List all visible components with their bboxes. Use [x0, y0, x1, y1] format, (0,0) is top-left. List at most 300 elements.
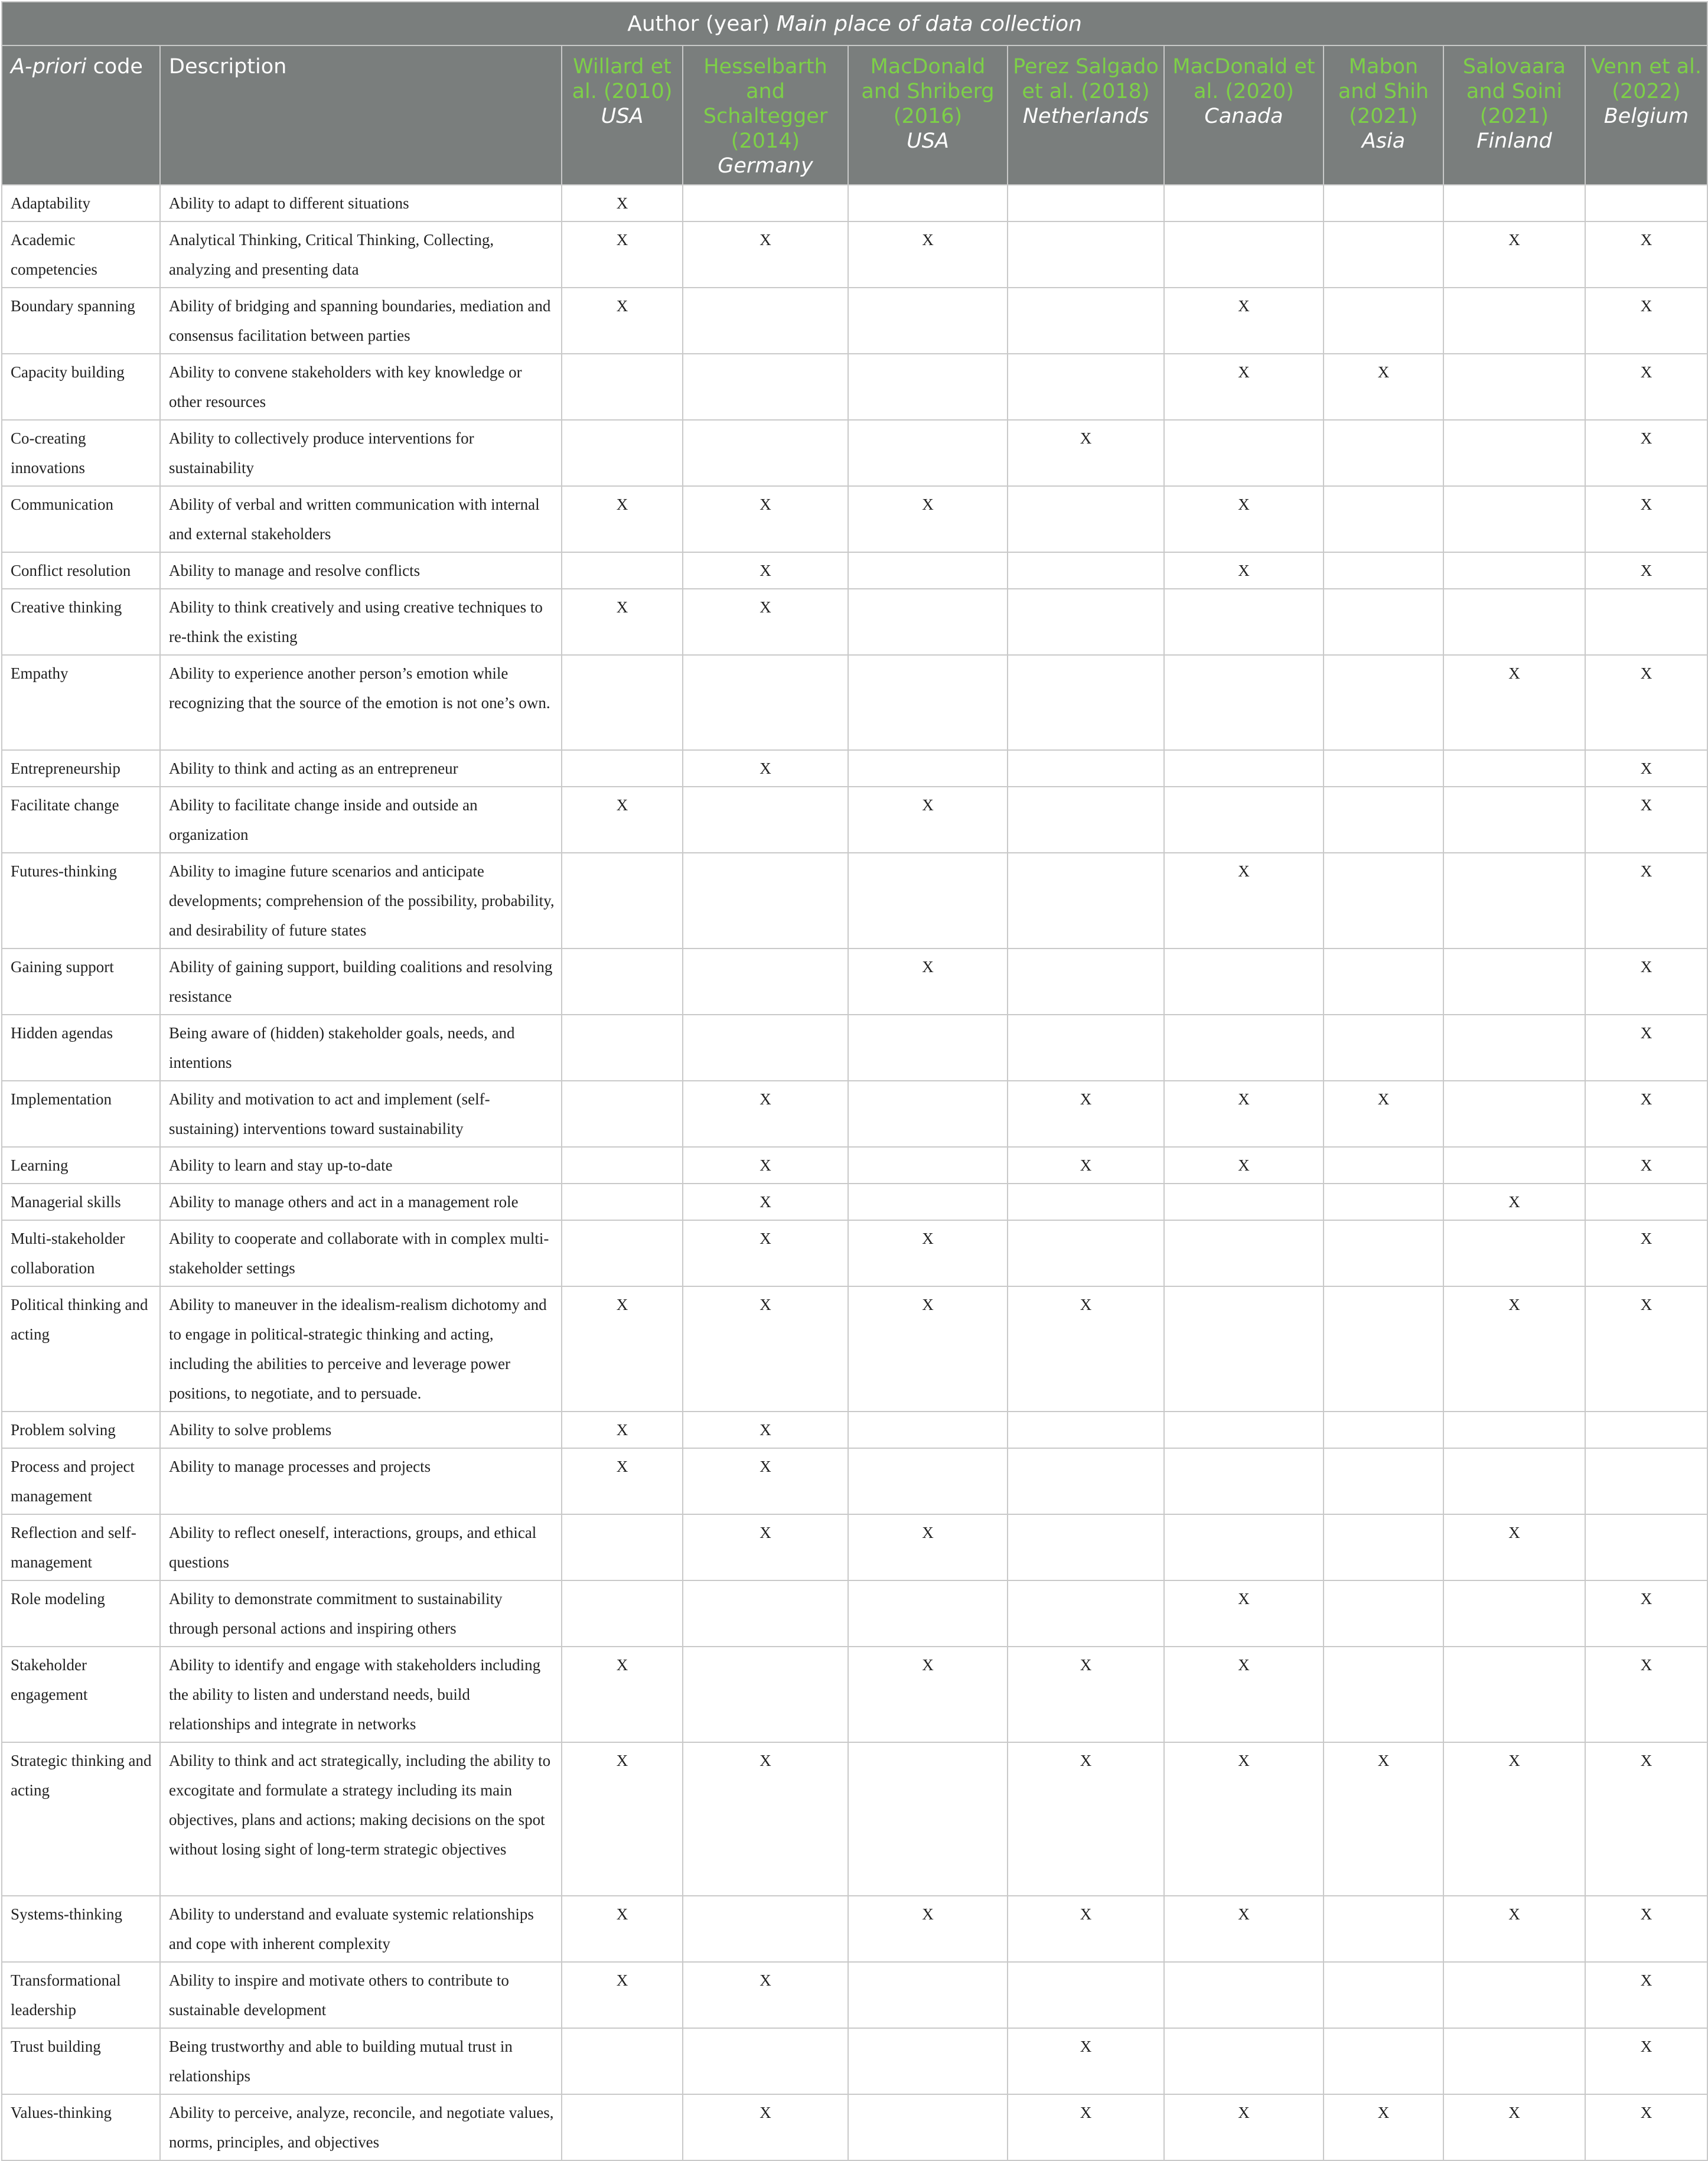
study-mark-cell: [848, 1580, 1008, 1647]
study-mark-cell: [683, 949, 848, 1015]
code-cell: Problem solving: [2, 1412, 160, 1448]
description-cell: Ability to reflect oneself, interactions, groups, and ethical questions: [160, 1514, 562, 1580]
study-mark-cell: X: [1585, 420, 1707, 486]
study-mark-cell: [1324, 1412, 1443, 1448]
study-mark-cell: [562, 1015, 683, 1081]
study-mark-cell: [683, 288, 848, 354]
study-mark-cell: X: [1443, 655, 1585, 750]
study-mark-cell: [1443, 486, 1585, 552]
description-cell: Ability to facilitate change inside and outside an organization: [160, 787, 562, 853]
study-mark-cell: [1008, 589, 1164, 655]
code-cell: Trust building: [2, 2028, 160, 2094]
study-mark-cell: [683, 1015, 848, 1081]
table-row: [2, 2028, 1707, 2094]
study-mark-cell: X: [1443, 1896, 1585, 1962]
code-cell: Values-thinking: [2, 2094, 160, 2160]
study-mark-cell: [1008, 288, 1164, 354]
study-mark-cell: X: [1324, 2094, 1443, 2160]
study-mark-cell: [1164, 1286, 1324, 1412]
study-mark-cell: X: [562, 1962, 683, 2028]
table-row: [2, 1742, 1707, 1896]
study-mark-cell: X: [683, 1412, 848, 1448]
study-header: [1324, 45, 1443, 185]
study-place: Netherlands: [1022, 105, 1149, 128]
table-row: [2, 221, 1707, 288]
study-mark-cell: [1008, 787, 1164, 853]
study-mark-cell: [683, 354, 848, 420]
study-place: Canada: [1204, 105, 1283, 128]
description-cell: Being trustworthy and able to building mutual trust in relationships: [160, 2028, 562, 2094]
study-mark-cell: X: [1164, 1580, 1324, 1647]
study-mark-cell: [1324, 1962, 1443, 2028]
table-row: [2, 1514, 1707, 1580]
code-cell: Implementation: [2, 1081, 160, 1147]
author-place-header: [2, 2, 1707, 45]
table-row: [2, 1015, 1707, 1081]
code-cell: Creative thinking: [2, 589, 160, 655]
study-mark-cell: [1324, 420, 1443, 486]
code-label: code: [86, 55, 143, 79]
study-mark-cell: [1443, 1962, 1585, 2028]
code-cell: Strategic thinking and acting: [2, 1742, 160, 1896]
data-collection-place-label: Main place of data collection: [776, 11, 1082, 36]
study-header: [1008, 45, 1164, 185]
study-mark-cell: [562, 1147, 683, 1184]
study-place: Germany: [718, 154, 813, 178]
study-mark-cell: X: [1443, 1742, 1585, 1896]
description-cell: Ability of bridging and spanning boundaries, mediation and consensus facilitation between parties: [160, 288, 562, 354]
study-mark-cell: [683, 1580, 848, 1647]
study-mark-cell: [1585, 1412, 1707, 1448]
study-mark-cell: [562, 2094, 683, 2160]
study-mark-cell: [848, 1448, 1008, 1514]
study-mark-cell: [848, 589, 1008, 655]
study-mark-cell: [1164, 1962, 1324, 2028]
study-mark-cell: X: [848, 1286, 1008, 1412]
study-mark-cell: [1164, 1448, 1324, 1514]
study-place: Finland: [1476, 129, 1552, 153]
study-mark-cell: [848, 853, 1008, 949]
description-cell: Being aware of (hidden) stakeholder goals, needs, and intentions: [160, 1015, 562, 1081]
study-mark-cell: X: [1585, 1647, 1707, 1742]
table-row: [2, 1081, 1707, 1147]
study-author: Hesselbarth and Schaltegger (2014): [703, 55, 828, 153]
description-cell: Ability to inspire and motivate others to contribute to sustainable development: [160, 1962, 562, 2028]
study-mark-cell: [562, 1184, 683, 1220]
study-mark-cell: [1324, 750, 1443, 787]
apriori-label: A-priori: [11, 55, 87, 79]
code-cell: Managerial skills: [2, 1184, 160, 1220]
description-cell: Ability to identify and engage with stakeholders including the ability to listen and understand needs, build relationships and integrate in networks: [160, 1647, 562, 1742]
study-mark-cell: X: [1164, 1896, 1324, 1962]
study-mark-cell: [1008, 853, 1164, 949]
table-row: [2, 1896, 1707, 1962]
code-cell: Adaptability: [2, 185, 160, 221]
code-cell: Stakeholder engagement: [2, 1647, 160, 1742]
study-mark-cell: [1164, 949, 1324, 1015]
study-mark-cell: X: [683, 589, 848, 655]
study-mark-cell: X: [1585, 354, 1707, 420]
code-cell: Capacity building: [2, 354, 160, 420]
code-cell: Process and project management: [2, 1448, 160, 1514]
study-mark-cell: X: [1443, 1286, 1585, 1412]
study-mark-cell: [1008, 1220, 1164, 1286]
study-mark-cell: X: [1585, 1220, 1707, 1286]
description-cell: Ability to collectively produce interventions for sustainability: [160, 420, 562, 486]
study-mark-cell: X: [683, 1962, 848, 2028]
study-mark-cell: X: [1585, 853, 1707, 949]
study-mark-cell: [848, 354, 1008, 420]
study-mark-cell: X: [683, 1184, 848, 1220]
study-mark-cell: [1164, 420, 1324, 486]
study-mark-cell: X: [1585, 2028, 1707, 2094]
study-author: Venn et al. (2022): [1591, 55, 1702, 103]
study-mark-cell: [1443, 1015, 1585, 1081]
study-mark-cell: X: [1443, 221, 1585, 288]
study-mark-cell: [1443, 552, 1585, 589]
study-mark-cell: X: [1585, 1081, 1707, 1147]
study-mark-cell: [562, 420, 683, 486]
study-mark-cell: [1324, 486, 1443, 552]
study-mark-cell: X: [1008, 1286, 1164, 1412]
study-mark-cell: [1324, 655, 1443, 750]
study-mark-cell: X: [1585, 486, 1707, 552]
study-mark-cell: [683, 1647, 848, 1742]
study-place: USA: [601, 105, 644, 128]
study-mark-cell: [1324, 1448, 1443, 1514]
table-row: [2, 420, 1707, 486]
study-mark-cell: X: [1008, 1647, 1164, 1742]
study-mark-cell: [1164, 221, 1324, 288]
study-mark-cell: X: [683, 1448, 848, 1514]
code-cell: Political thinking and acting: [2, 1286, 160, 1412]
study-mark-cell: X: [1164, 288, 1324, 354]
study-mark-cell: [1324, 1514, 1443, 1580]
study-author: Perez Salgado et al. (2018): [1013, 55, 1159, 103]
study-mark-cell: X: [1585, 1742, 1707, 1896]
study-mark-cell: X: [1164, 2094, 1324, 2160]
table-body: [2, 185, 1707, 2160]
study-mark-cell: [848, 552, 1008, 589]
study-mark-cell: X: [562, 589, 683, 655]
study-mark-cell: [562, 1580, 683, 1647]
study-mark-cell: [1585, 589, 1707, 655]
study-mark-cell: [848, 1015, 1008, 1081]
study-mark-cell: X: [562, 486, 683, 552]
study-mark-cell: [1164, 750, 1324, 787]
study-place: Asia: [1361, 129, 1406, 153]
code-cell: Reflection and self-management: [2, 1514, 160, 1580]
study-mark-cell: X: [683, 1220, 848, 1286]
study-mark-cell: [848, 1184, 1008, 1220]
study-mark-cell: X: [1008, 1081, 1164, 1147]
study-mark-cell: X: [562, 288, 683, 354]
study-mark-cell: X: [683, 1742, 848, 1896]
study-mark-cell: X: [1585, 949, 1707, 1015]
study-mark-cell: X: [562, 221, 683, 288]
code-cell: Learning: [2, 1147, 160, 1184]
study-mark-cell: [1008, 185, 1164, 221]
study-mark-cell: [1324, 787, 1443, 853]
study-mark-cell: [848, 1081, 1008, 1147]
study-header: [562, 45, 683, 185]
table-row: [2, 288, 1707, 354]
table-row: [2, 1580, 1707, 1647]
study-mark-cell: X: [848, 1514, 1008, 1580]
description-cell: Ability to learn and stay up-to-date: [160, 1147, 562, 1184]
study-mark-cell: [1443, 354, 1585, 420]
study-mark-cell: [1008, 949, 1164, 1015]
study-header: [848, 45, 1008, 185]
study-mark-cell: X: [848, 787, 1008, 853]
study-mark-cell: [1164, 1015, 1324, 1081]
description-cell: Analytical Thinking, Critical Thinking, Collecting, analyzing and presenting data: [160, 221, 562, 288]
study-mark-cell: [562, 1220, 683, 1286]
study-mark-cell: [1443, 853, 1585, 949]
study-mark-cell: X: [848, 486, 1008, 552]
study-mark-cell: [848, 2028, 1008, 2094]
study-mark-cell: [562, 750, 683, 787]
study-mark-cell: [1008, 552, 1164, 589]
description-cell: Ability to think and acting as an entrepreneur: [160, 750, 562, 787]
study-mark-cell: X: [683, 750, 848, 787]
study-mark-cell: X: [683, 552, 848, 589]
study-mark-cell: X: [848, 221, 1008, 288]
study-mark-cell: [1443, 1147, 1585, 1184]
table-row: [2, 1147, 1707, 1184]
study-mark-cell: [1324, 221, 1443, 288]
study-mark-cell: [1324, 853, 1443, 949]
study-mark-cell: X: [1164, 1147, 1324, 1184]
study-author: MacDonald et al. (2020): [1172, 55, 1315, 103]
study-mark-cell: [1324, 949, 1443, 1015]
description-cell: Ability to manage processes and projects: [160, 1448, 562, 1514]
study-mark-cell: [1164, 1184, 1324, 1220]
study-mark-cell: [848, 1147, 1008, 1184]
study-mark-cell: [1324, 185, 1443, 221]
competency-table: [1, 1, 1708, 2161]
study-mark-cell: X: [1585, 1015, 1707, 1081]
table-row: [2, 185, 1707, 221]
study-mark-cell: X: [1164, 1742, 1324, 1896]
study-mark-cell: X: [1585, 1580, 1707, 1647]
apriori-code-header: [2, 45, 160, 185]
study-mark-cell: X: [562, 1286, 683, 1412]
study-author: Mabon and Shih (2021): [1338, 55, 1429, 128]
study-mark-cell: [683, 655, 848, 750]
study-mark-cell: [1443, 1580, 1585, 1647]
study-mark-cell: [562, 949, 683, 1015]
study-mark-cell: X: [1008, 2094, 1164, 2160]
code-cell: Facilitate change: [2, 787, 160, 853]
study-mark-cell: [562, 655, 683, 750]
study-mark-cell: [1008, 486, 1164, 552]
study-mark-cell: [1008, 1184, 1164, 1220]
study-mark-cell: [1585, 1184, 1707, 1220]
code-cell: Role modeling: [2, 1580, 160, 1647]
study-mark-cell: X: [1585, 1962, 1707, 2028]
description-cell: Ability to solve problems: [160, 1412, 562, 1448]
study-mark-cell: [1008, 655, 1164, 750]
study-mark-cell: [1443, 787, 1585, 853]
study-mark-cell: [1585, 1448, 1707, 1514]
study-mark-cell: [848, 655, 1008, 750]
study-mark-cell: X: [1585, 1896, 1707, 1962]
study-mark-cell: X: [683, 221, 848, 288]
study-mark-cell: [1585, 185, 1707, 221]
study-mark-cell: X: [1008, 420, 1164, 486]
study-mark-cell: [1164, 787, 1324, 853]
study-mark-cell: X: [1324, 1742, 1443, 1896]
study-author: MacDonald and Shriberg (2016): [861, 55, 995, 128]
study-mark-cell: [1443, 185, 1585, 221]
code-cell: Co-creating innovations: [2, 420, 160, 486]
study-author: Salovaara and Soini (2021): [1462, 55, 1566, 128]
study-mark-cell: X: [1008, 1742, 1164, 1896]
description-cell: Ability to demonstrate commitment to sustainability through personal actions and inspiring others: [160, 1580, 562, 1647]
study-mark-cell: X: [562, 787, 683, 853]
study-mark-cell: [1585, 1514, 1707, 1580]
table-row: [2, 1184, 1707, 1220]
study-mark-cell: X: [1585, 787, 1707, 853]
study-mark-cell: [1443, 288, 1585, 354]
code-cell: Empathy: [2, 655, 160, 750]
study-mark-cell: [848, 420, 1008, 486]
table-row: [2, 589, 1707, 655]
description-header: Description: [160, 45, 562, 185]
study-mark-cell: [1324, 1184, 1443, 1220]
study-mark-cell: X: [1164, 354, 1324, 420]
study-mark-cell: X: [1585, 288, 1707, 354]
description-cell: Ability of gaining support, building coalitions and resolving resistance: [160, 949, 562, 1015]
study-mark-cell: X: [1443, 2094, 1585, 2160]
code-cell: Gaining support: [2, 949, 160, 1015]
study-mark-cell: X: [1324, 1081, 1443, 1147]
study-mark-cell: [562, 853, 683, 949]
study-mark-cell: [1443, 1647, 1585, 1742]
study-mark-cell: [683, 787, 848, 853]
study-mark-cell: [1324, 589, 1443, 655]
study-mark-cell: X: [683, 1081, 848, 1147]
study-mark-cell: X: [683, 1147, 848, 1184]
study-mark-cell: X: [1008, 1147, 1164, 1184]
study-mark-cell: X: [1443, 1514, 1585, 1580]
code-cell: Transformational leadership: [2, 1962, 160, 2028]
study-mark-cell: [1164, 1412, 1324, 1448]
study-place: USA: [907, 129, 949, 153]
study-mark-cell: X: [562, 1448, 683, 1514]
study-mark-cell: X: [1008, 2028, 1164, 2094]
study-mark-cell: [1443, 1412, 1585, 1448]
code-cell: Conflict resolution: [2, 552, 160, 589]
study-mark-cell: [1008, 750, 1164, 787]
study-mark-cell: [562, 2028, 683, 2094]
study-mark-cell: [562, 552, 683, 589]
study-mark-cell: [1164, 2028, 1324, 2094]
study-mark-cell: X: [1585, 1286, 1707, 1412]
study-mark-cell: X: [1585, 750, 1707, 787]
author-year-label: Author (year): [627, 11, 770, 36]
description-cell: Ability to manage and resolve conflicts: [160, 552, 562, 589]
study-mark-cell: [1008, 1514, 1164, 1580]
study-mark-cell: [848, 1742, 1008, 1896]
study-mark-cell: [562, 354, 683, 420]
study-mark-cell: [1324, 1015, 1443, 1081]
description-cell: Ability to cooperate and collaborate with in complex multi-stakeholder settings: [160, 1220, 562, 1286]
study-mark-cell: [1008, 221, 1164, 288]
study-mark-cell: [848, 750, 1008, 787]
description-cell: Ability to perceive, analyze, reconcile, and negotiate values, norms, principles, and objectives: [160, 2094, 562, 2160]
study-mark-cell: [1443, 1448, 1585, 1514]
study-mark-cell: [1008, 1962, 1164, 2028]
study-mark-cell: [1443, 949, 1585, 1015]
description-cell: Ability to imagine future scenarios and anticipate developments; comprehension of the possibility, probability, and desirability of future states: [160, 853, 562, 949]
study-mark-cell: [1164, 1514, 1324, 1580]
study-mark-cell: [848, 2094, 1008, 2160]
study-mark-cell: [1164, 185, 1324, 221]
table-row: [2, 1412, 1707, 1448]
study-mark-cell: X: [1585, 221, 1707, 288]
study-mark-cell: X: [1585, 1147, 1707, 1184]
study-mark-cell: [1008, 354, 1164, 420]
study-mark-cell: X: [1443, 1184, 1585, 1220]
study-mark-cell: [1443, 2028, 1585, 2094]
study-mark-cell: [1324, 288, 1443, 354]
code-cell: Communication: [2, 486, 160, 552]
description-cell: Ability to understand and evaluate systemic relationships and cope with inherent complexity: [160, 1896, 562, 1962]
study-mark-cell: X: [683, 1514, 848, 1580]
study-mark-cell: X: [1164, 853, 1324, 949]
study-mark-cell: X: [1164, 1081, 1324, 1147]
study-mark-cell: [562, 1514, 683, 1580]
table-row: [2, 1220, 1707, 1286]
table-row: [2, 1448, 1707, 1514]
study-mark-cell: [848, 1412, 1008, 1448]
code-cell: Multi-stakeholder collaboration: [2, 1220, 160, 1286]
description-cell: Ability to think and act strategically, including the ability to excogitate and formulate a strategy including its main objectives, plans and actions; making decisions on the spot without losing sight of long-term strategic objectives: [160, 1742, 562, 1896]
study-mark-cell: X: [848, 1896, 1008, 1962]
study-mark-cell: X: [1585, 655, 1707, 750]
study-mark-cell: X: [1008, 1896, 1164, 1962]
description-cell: Ability to experience another person’s emotion while recognizing that the source of the emotion is not one’s own.: [160, 655, 562, 750]
study-mark-cell: X: [1585, 2094, 1707, 2160]
description-cell: Ability and motivation to act and implement (self-sustaining) interventions toward sustainability: [160, 1081, 562, 1147]
study-header: [1164, 45, 1324, 185]
study-mark-cell: [1324, 552, 1443, 589]
study-mark-cell: [1164, 655, 1324, 750]
study-mark-cell: X: [1324, 354, 1443, 420]
table-row: [2, 853, 1707, 949]
study-mark-cell: [1008, 1448, 1164, 1514]
study-mark-cell: [1324, 1147, 1443, 1184]
study-mark-cell: [1324, 1286, 1443, 1412]
study-mark-cell: X: [562, 185, 683, 221]
study-mark-cell: [1008, 1412, 1164, 1448]
description-cell: Ability to think creatively and using creative techniques to re-think the existing: [160, 589, 562, 655]
code-cell: Hidden agendas: [2, 1015, 160, 1081]
study-mark-cell: X: [848, 1220, 1008, 1286]
study-place: Belgium: [1603, 105, 1689, 128]
table-row: [2, 2094, 1707, 2160]
study-header: [1443, 45, 1585, 185]
study-mark-cell: [1443, 589, 1585, 655]
study-mark-cell: [683, 853, 848, 949]
study-mark-cell: X: [1164, 552, 1324, 589]
code-cell: Entrepreneurship: [2, 750, 160, 787]
description-cell: Ability to convene stakeholders with key knowledge or other resources: [160, 354, 562, 420]
study-author: Willard et al. (2010): [572, 55, 673, 103]
study-header: [683, 45, 848, 185]
